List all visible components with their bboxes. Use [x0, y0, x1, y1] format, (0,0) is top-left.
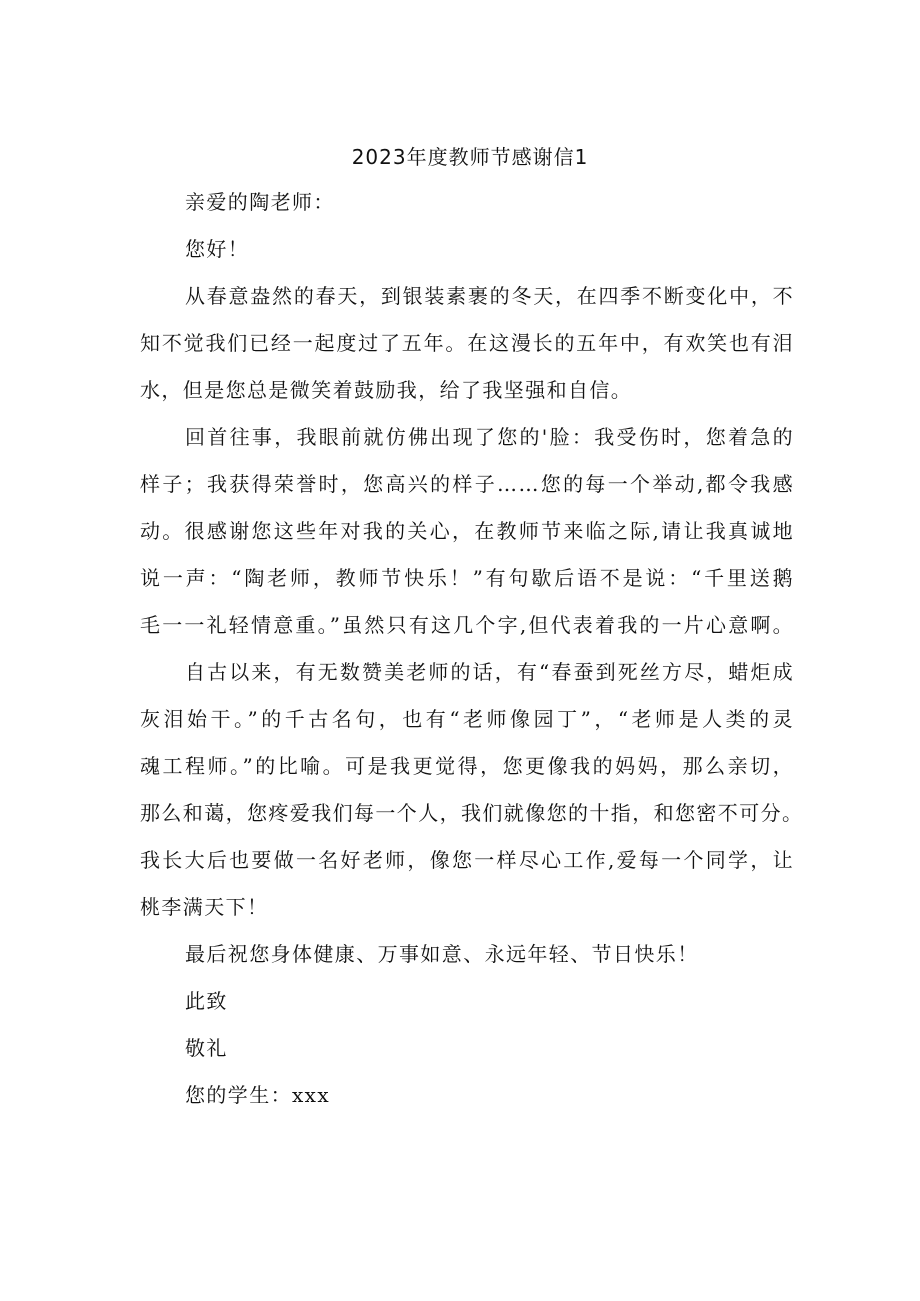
paragraph-2-line-1: 回首往事，我眼前就仿佛出现了您的'脸：我受伤时，您着急的 [185, 425, 794, 449]
closing-salutation-2: 敬礼 [185, 1036, 228, 1060]
paragraph-2-line-2: 样子；我获得荣誉时，您高兴的样子……您的每一个举动,都令我感 [140, 472, 794, 496]
paragraph-2-line-3: 动。很感谢您这些年对我的关心，在教师节来临之际,请让我真诚地 [140, 519, 794, 543]
paragraph-3-line-5: 我长大后也要做一名好老师，像您一样尽心工作,爱每一个同学，让 [140, 848, 794, 872]
paragraph-3-line-2: 灰泪始干。”的千古名句，也有“老师像园丁”，“老师是人类的灵 [140, 707, 794, 731]
closing-salutation-1: 此致 [185, 989, 228, 1013]
paragraph-1-line-2: 知不觉我们已经一起度过了五年。在这漫长的五年中，有欢笑也有泪 [140, 331, 794, 355]
paragraph-1-line-3: 水，但是您总是微笑着鼓励我，给了我坚强和自信。 [140, 378, 633, 402]
paragraph-3-line-3: 魂工程师。”的比喻。可是我更觉得，您更像我的妈妈，那么亲切， [140, 754, 794, 778]
paragraph-3-line-4: 那么和蔼，您疼爱我们每一个人，我们就像您的十指，和您密不可分。 [140, 801, 804, 825]
closing-wishes: 最后祝您身体健康、万事如意、永远年轻、节日快乐！ [185, 942, 699, 966]
paragraph-3-line-1: 自古以来，有无数赞美老师的话，有“春蚕到死丝方尽，蜡炬成 [185, 660, 794, 684]
paragraph-1-line-1: 从春意盎然的春天，到银装素裹的冬天，在四季不断变化中，不 [185, 284, 794, 308]
paragraph-3-line-6: 桃李满天下！ [140, 895, 269, 919]
salutation: 亲爱的陶老师： [185, 190, 335, 214]
paragraph-2-line-4: 说一声：“陶老师，教师节快乐！”有句歇后语不是说：“千里送鹅 [140, 566, 794, 590]
paragraph-2-line-5: 毛一一礼轻情意重。”虽然只有这几个字,但代表着我的一片心意啊。 [140, 613, 794, 637]
signature: 您的学生：xxx [185, 1083, 331, 1107]
greeting: 您好！ [185, 237, 250, 261]
document-title: 2023年度教师节感谢信1 [351, 145, 589, 169]
